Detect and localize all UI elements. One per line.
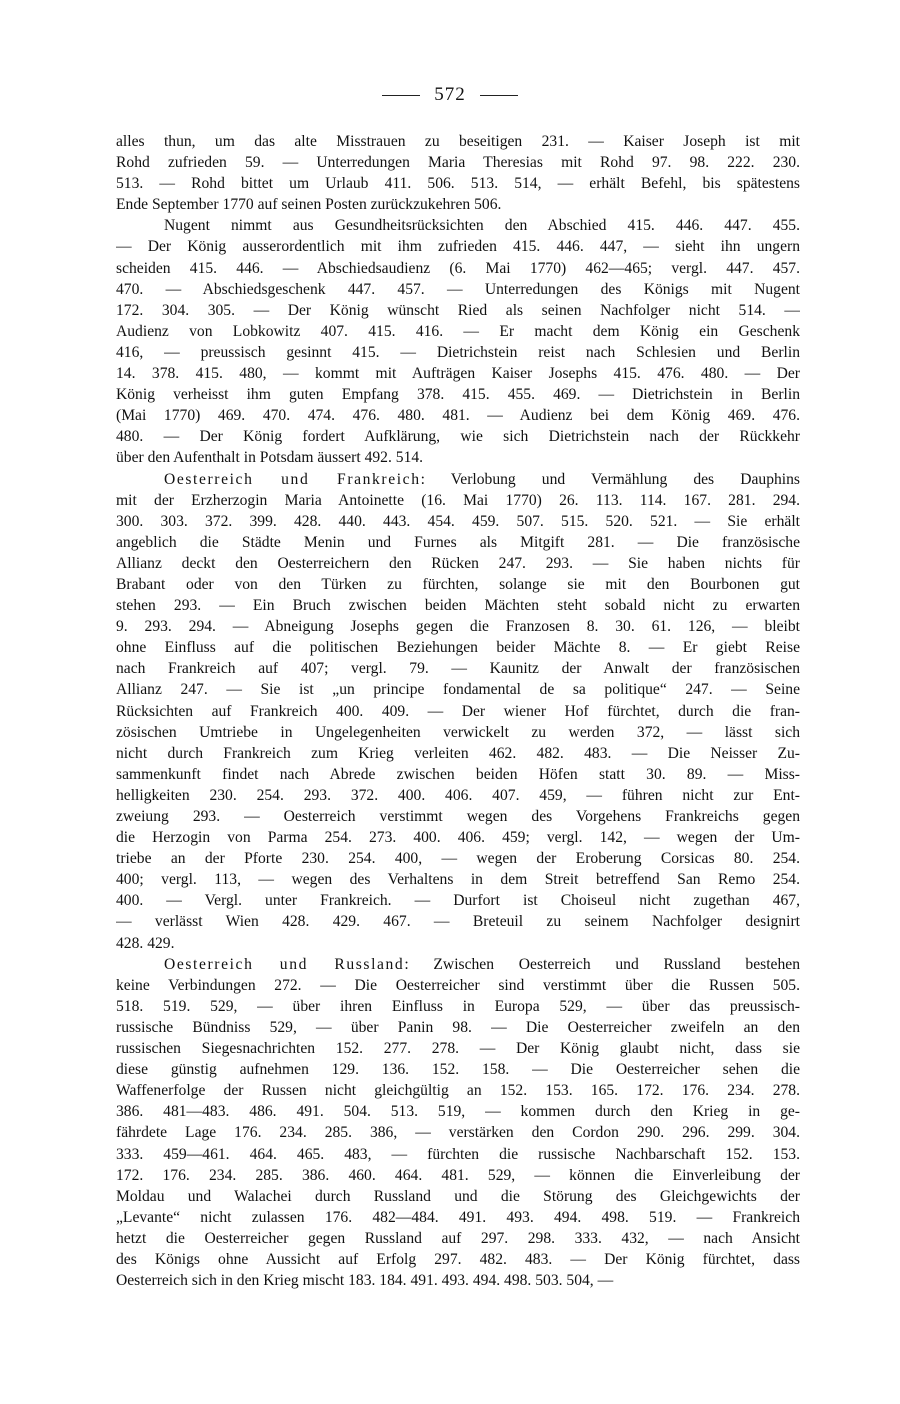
- text-line: 400; vergl. 113, — wegen des Verhaltens in dem Streit betreffend San Remo 254.: [116, 871, 800, 889]
- text-line: über den Aufenthalt in Potsdam äussert 492. 514.: [116, 449, 424, 467]
- text-line: Nugent nimmt aus Gesundheitsrücksichten den Abschied 415. 446. 447. 455.: [164, 217, 800, 235]
- text-line: 470. — Abschiedsgeschenk 447. 457. — Unterredungen des Königs mit Nugent: [116, 280, 800, 298]
- text-line: König verheisst ihm guten Empfang 378. 415. 455. 469. — Dietrichstein in Berlin: [116, 386, 800, 404]
- text-line: Oesterreich und Frankreich: Verlobung und Vermählung des Dauphins: [164, 470, 800, 488]
- text-line: nicht durch Frankreich zum Krieg verleiten 462. 482. 483. — Die Neisser Zu-: [116, 744, 800, 762]
- text-line: nach Frankreich auf 407; vergl. 79. — Kaunitz der Anwalt der französischen: [116, 660, 800, 678]
- text-line: zösischen Umtriebe in Ungelegenheiten verwickelt zu werden 372, — lässt sich: [116, 723, 800, 741]
- text-line: 428. 429.: [116, 934, 175, 952]
- text-line: Rohd zufrieden 59. — Unterredungen Maria Theresias mit Rohd 97. 98. 222. 230.: [116, 154, 800, 172]
- text-line: Allianz 247. — Sie ist „un principe fondamental de sa politique“ 247. — Seine: [116, 681, 800, 699]
- text-line: scheiden 415. 446. — Abschiedsaudienz (6. Mai 1770) 462—465; vergl. 447. 457.: [116, 259, 800, 277]
- text-line: Waffenerfolge der Russen nicht gleichgültig an 152. 153. 165. 172. 176. 234. 278.: [116, 1082, 800, 1100]
- text-line: 300. 303. 372. 399. 428. 440. 443. 454. 459. 507. 515. 520. 521. — Sie erhält: [116, 512, 800, 530]
- text-line: Audienz von Lobkowitz 407. 415. 416. — Er macht dem König ein Geschenk: [116, 322, 800, 340]
- text-line: Brabant oder von den Türken zu fürchten, solange sie mit den Bourbonen gut: [116, 575, 800, 593]
- page-body-text: [116, 131, 800, 1291]
- text-line: ohne Einfluss auf die politischen Beziehungen beider Mächte 8. — Er giebt Reise: [116, 639, 800, 657]
- text-line: stehen 293. — Ein Bruch zwischen beiden Mächten steht sobald nicht zu erwarten: [116, 597, 800, 615]
- text-line: alles thun, um das alte Misstrauen zu beseitigen 231. — Kaiser Joseph ist mit: [116, 133, 800, 150]
- text-line: 14. 378. 415. 480, — kommt mit Aufträgen Kaiser Josephs 415. 476. 480. — Der: [116, 365, 800, 383]
- header-rule-right: [480, 95, 518, 96]
- text-line: sammenkunft findet nach Abrede zwischen beiden Höfen statt 30. 89. — Miss-: [116, 765, 800, 783]
- text-line: — Der König ausserordentlich mit ihm zufrieden 415. 446. 447, — sieht ihn ungern: [116, 238, 800, 256]
- text-line: Rücksichten auf Frankreich 400. 409. — Der wiener Hof fürchtet, durch die fran-: [116, 702, 800, 720]
- text-line: — verlässt Wien 428. 429. 467. — Breteuil zu seinem Nachfolger designirt: [116, 913, 800, 931]
- text-line: des Königs ohne Aussicht auf Erfolg 297. 482. 483. — Der König fürchtet, dass: [116, 1250, 800, 1268]
- text-line: Moldau und Walachei durch Russland und die Störung des Gleichgewichts der: [116, 1187, 800, 1205]
- text-line: russische Bündniss 529, — über Panin 98. — Die Oesterreicher zweifeln an den: [116, 1018, 800, 1036]
- text-line: zweiung 293. — Oesterreich verstimmt wegen des Vorgehens Frankreichs gegen: [116, 808, 800, 825]
- text-line: diese günstig aufnehmen 129. 136. 152. 158. — Die Oesterreicher sehen die: [116, 1061, 800, 1079]
- text-line: 400. — Vergl. unter Frankreich. — Durfort ist Choiseul nicht zugethan 467,: [116, 892, 800, 910]
- page-header: [0, 84, 900, 106]
- text-line: 172. 304. 305. — Der König wünscht Ried als seinen Nachfolger nicht 514. —: [116, 301, 800, 319]
- text-line: russischen Siegesnachrichten 152. 277. 278. — Der König glaubt nicht, dass sie: [116, 1040, 800, 1058]
- text-line: 386. 481—483. 486. 491. 504. 513. 519, — kommen durch den Krieg in ge-: [116, 1103, 800, 1121]
- text-line: helligkeiten 230. 254. 293. 372. 400. 406. 407. 459, — führen nicht zur Ent-: [116, 786, 800, 804]
- text-line: „Levante“ nicht zulassen 176. 482—484. 491. 493. 494. 498. 519. — Frankreich: [116, 1208, 800, 1226]
- text-line: hetzt die Oesterreicher gegen Russland auf 297. 298. 333. 432, — nach Ansicht: [116, 1229, 800, 1247]
- text-line: Oesterreich und Russland: Zwischen Oesterreich und Russland bestehen: [164, 955, 800, 973]
- text-line: 518. 519. 529, — über ihren Einfluss in Europa 529, — über das preussisch-: [116, 997, 800, 1015]
- text-line: triebe an der Pforte 230. 254. 400, — wegen der Eroberung Corsicas 80. 254.: [116, 850, 800, 868]
- header-rule-left: [382, 95, 420, 96]
- text-line: mit der Erzherzogin Maria Antoinette (16. Mai 1770) 26. 113. 114. 167. 281. 294.: [116, 491, 800, 509]
- text-line: 333. 459—461. 464. 465. 483, — fürchten die russische Nachbarschaft 152. 153.: [116, 1145, 800, 1163]
- text-line: 172. 176. 234. 285. 386. 460. 464. 481. 529, — können die Einverleibung der: [116, 1166, 800, 1184]
- text-line: (Mai 1770) 469. 470. 474. 476. 480. 481. — Audienz bei dem König 469. 476.: [116, 407, 800, 425]
- text-line: 480. — Der König fordert Aufklärung, wie sich Dietrichstein nach der Rückkehr: [116, 428, 800, 446]
- text-line: keine Verbindungen 272. — Die Oesterreicher sind verstimmt über die Russen 505.: [116, 976, 800, 994]
- text-line: 513. — Rohd bittet um Urlaub 411. 506. 513. 514, — erhält Befehl, bis spätestens: [116, 175, 800, 193]
- text-line: 9. 293. 294. — Abneigung Josephs gegen die Franzosen 8. 30. 61. 126, — bleibt: [116, 618, 800, 636]
- text-line: fährdete Lage 176. 234. 285. 386, — verstärken den Cordon 290. 296. 299. 304.: [116, 1124, 800, 1142]
- text-line: die Herzogin von Parma 254. 273. 400. 406. 459; vergl. 142, — wegen der Um-: [116, 829, 800, 847]
- text-line: Allianz deckt den Oesterreichern den Rücken 247. 293. — Sie haben nichts für: [116, 554, 800, 572]
- text-line: Oesterreich sich in den Krieg mischt 183. 184. 491. 493. 494. 498. 503. 504, —: [116, 1272, 614, 1290]
- text-line: angeblich die Städte Menin und Furnes als Mitgift 281. — Die französische: [116, 533, 800, 551]
- page-number: 572: [434, 84, 466, 105]
- text-line: 416, — preussisch gesinnt 415. — Dietrichstein reist nach Schlesien und Berlin: [116, 343, 800, 361]
- text-line: Ende September 1770 auf seinen Posten zurückzukehren 506.: [116, 196, 502, 214]
